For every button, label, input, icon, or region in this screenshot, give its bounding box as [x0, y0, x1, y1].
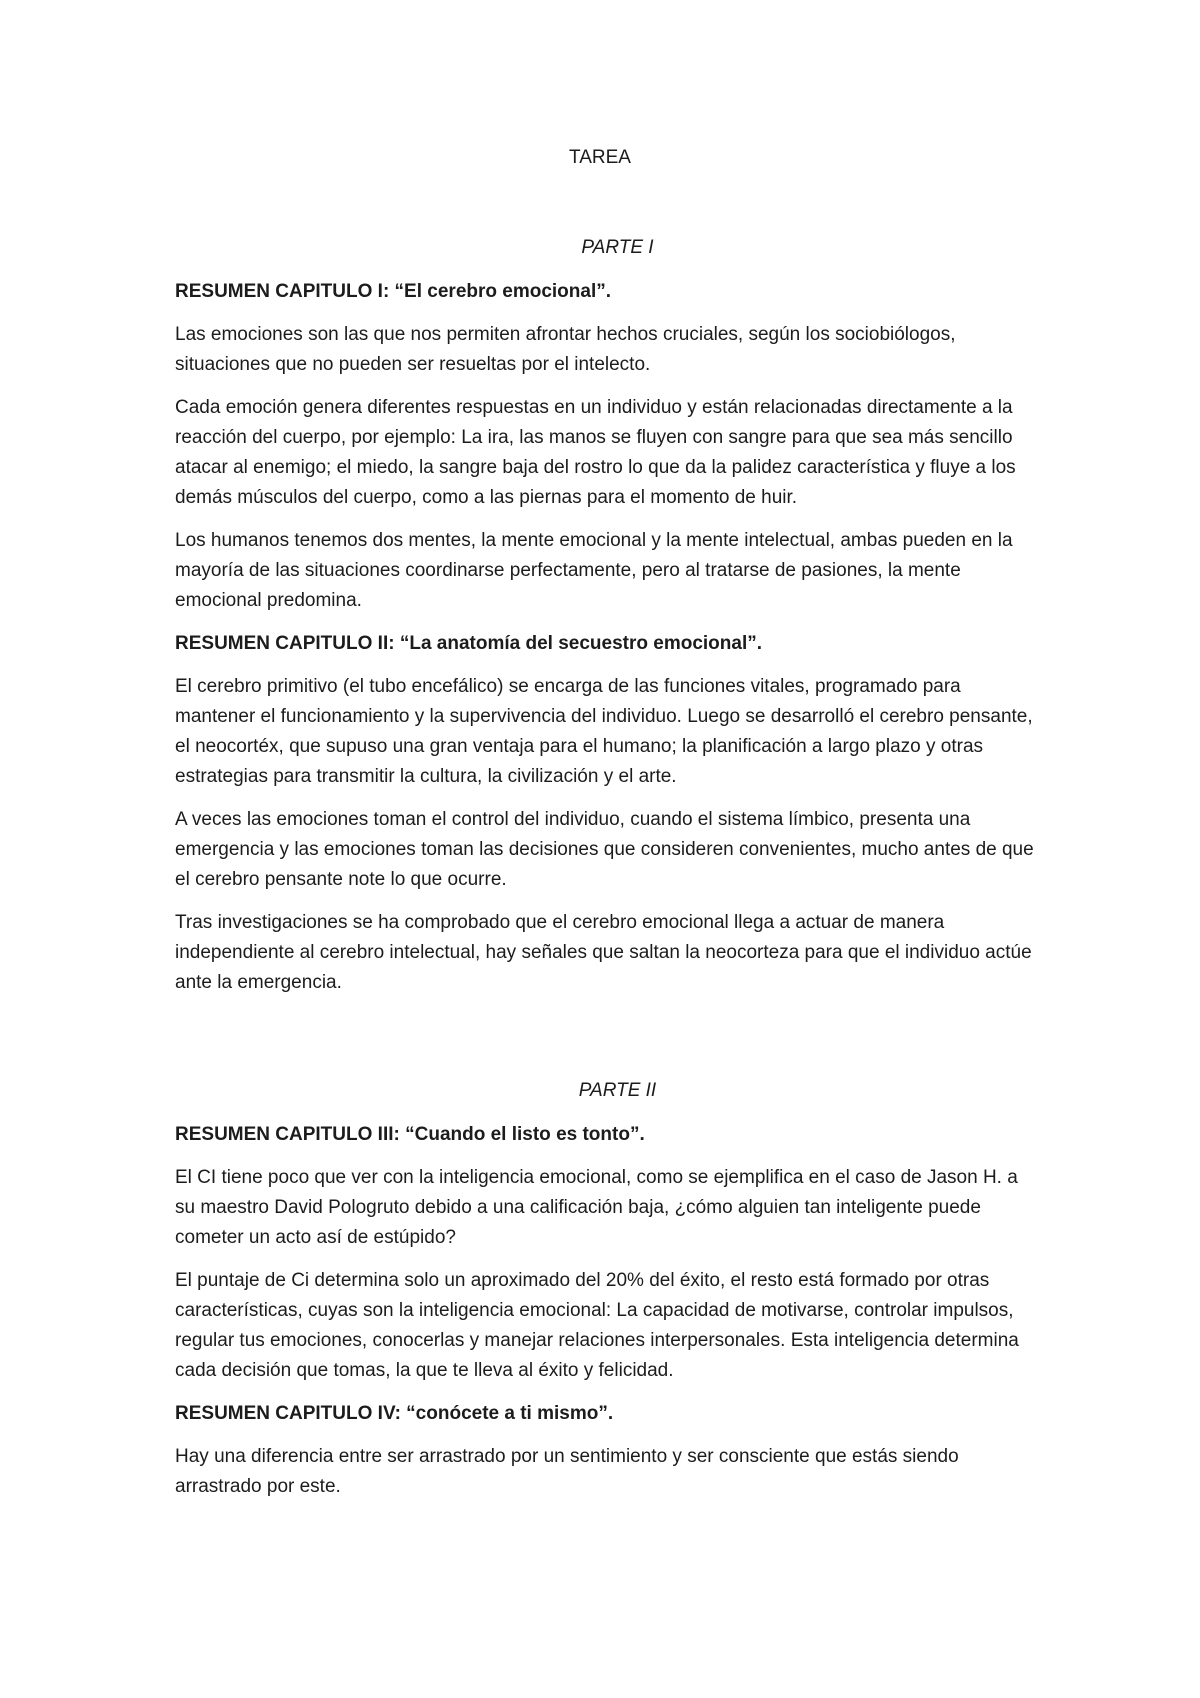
- part-section-2: [175, 1079, 1035, 1515]
- paragraph: El cerebro primitivo (el tubo encefálico) se encarga de las funciones vitales, programado para mantener el funcionamiento y la supervivencia del individuo. Luego se desarrolló el cerebro pensante, el neocortéx, que supuso una gran ventaja para el humano; la planificación a largo plazo y otras estrategias para transmitir la cultura, la civilización y el arte.: [175, 676, 1033, 787]
- part-section-1: [175, 236, 1035, 1011]
- chapter-heading: RESUMEN CAPITULO IV: “conócete a ti mismo”.: [175, 1403, 614, 1424]
- paragraph: Hay una diferencia entre ser arrastrado por un sentimiento y ser consciente que estás siendo arrastrado por este.: [175, 1446, 959, 1497]
- paragraph: El puntaje de Ci determina solo un aproximado del 20% del éxito, el resto está formado por otras características, cuyas son la inteligencia emocional: La capacidad de motivarse, controlar impulsos, regular tus emociones, conocerlas y manejar relaciones interpersonales. Esta inteligencia determina cada decisión que tomas, la que te lleva al éxito y felicidad.: [175, 1270, 1019, 1381]
- paragraph: A veces las emociones toman el control del individuo, cuando el sistema límbico, presenta una emergencia y las emociones toman las decisiones que consideren convenientes, mucho antes de que el cerebro pensante note lo que ocurre.: [175, 809, 1034, 890]
- document-title: TAREA: [569, 147, 631, 168]
- paragraph: Tras investigaciones se ha comprobado que el cerebro emocional llega a actuar de manera independiente al cerebro intelectual, hay señales que saltan la neocorteza para que el individuo actúe ante la emergencia.: [175, 912, 1032, 993]
- paragraph: El CI tiene poco que ver con la inteligencia emocional, como se ejemplifica en el caso de Jason H. a su maestro David Pologruto debido a una calificación baja, ¿cómo alguien tan inteligente puede cometer un acto así de estúpido?: [175, 1167, 1018, 1248]
- chapter-heading: RESUMEN CAPITULO III: “Cuando el listo es tonto”.: [175, 1124, 645, 1145]
- chapter-heading: RESUMEN CAPITULO I: “El cerebro emocional”.: [175, 281, 612, 302]
- chapter-heading: RESUMEN CAPITULO II: “La anatomía del secuestro emocional”.: [175, 633, 763, 654]
- part-heading: PARTE II: [578, 1080, 657, 1101]
- paragraph: Las emociones son las que nos permiten afrontar hechos cruciales, según los sociobiólogos, situaciones que no pueden ser resueltas por el intelecto.: [175, 324, 956, 375]
- paragraph: Los humanos tenemos dos mentes, la mente emocional y la mente intelectual, ambas pueden en la mayoría de las situaciones coordinarse perfectamente, pero al tratarse de pasiones, la mente emocional predomina.: [175, 530, 1013, 611]
- part-heading: PARTE I: [581, 237, 654, 258]
- paragraph: Cada emoción genera diferentes respuestas en un individuo y están relacionadas directamente a la reacción del cuerpo, por ejemplo: La ira, las manos se fluyen con sangre para que sea más sencillo atacar al enemigo; el miedo, la sangre baja del rostro lo que da la palidez característica y fluye a los demás músculos del cuerpo, como a las piernas para el momento de huir.: [175, 397, 1016, 508]
